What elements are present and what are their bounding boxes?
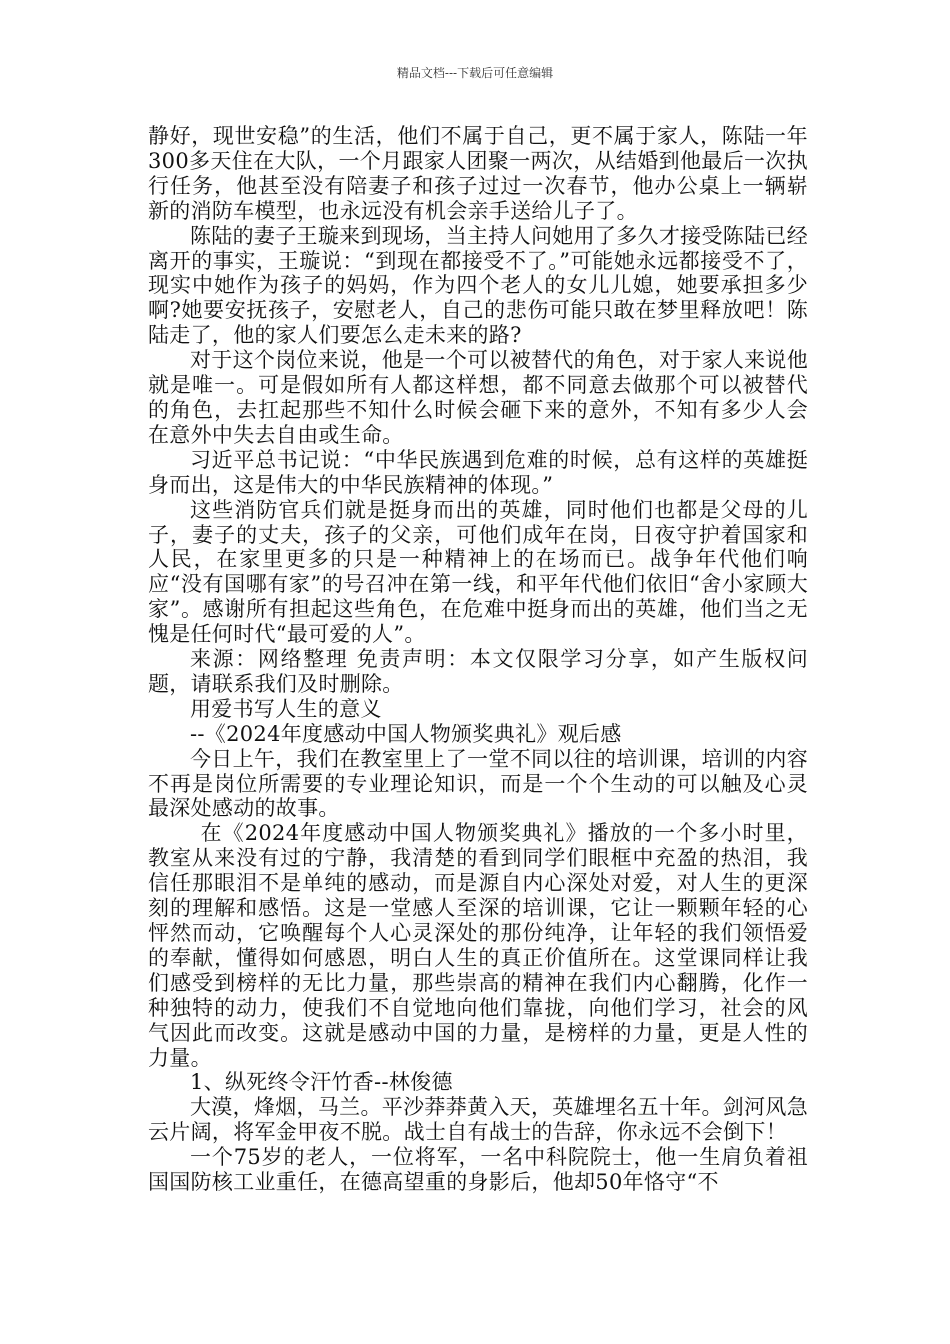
document-body	[148, 124, 808, 1195]
paragraph-role: 对于这个岗位来说，他是一个可以被替代的角色，对于家人来说他就是唯一。可是假如所有人都这样想，都不同意去做那个可以被替代的角色，去扛起那些不知什么时候会砸下来的意外，不知有多少人会在意外中失去自由或生命。	[148, 348, 808, 447]
page-header: 精品文档---下载后可任意编辑	[396, 66, 554, 80]
paragraph-wife: 陈陆的妻子王璇来到现场，当主持人问她用了多久才接受陈陆已经离开的事实，王璇说：“到现在都接受不了。”可能她永远都接受不了，现实中她作为孩子的妈妈，作为四个老人的女儿儿媳，她要承担多少啊?她要安抚孩子，安慰老人，自己的悲伤可能只敢在梦里释放吧！陈陆走了，他的家人们要怎么走未来的路?	[148, 223, 808, 348]
section-heading-lin-junde: 1、纵死终令汗竹香--林俊德	[190, 1070, 453, 1095]
article-title: 用爱书写人生的意义	[190, 696, 382, 721]
paragraph-heroes: 这些消防官兵们就是挺身而出的英雄，同时他们也都是父母的儿子，妻子的丈夫，孩子的父亲，可他们成年在岗，日夜守护着国家和人民，在家里更多的只是一种精神上的在场而已。战争年代他们响应“没有国哪有家”的号召冲在第一线，和平年代他们依旧“舍小家顾大家”。感谢所有担起这些角色，在危难中挺身而出的英雄，他们当之无愧是任何时代“最可爱的人”。	[148, 497, 808, 647]
paragraph-continuation: 静好，现世安稳”的生活，他们不属于自己，更不属于家人，陈陆一年300多天住在大队，一个月跟家人团聚一两次，从结婚到他最后一次执行任务，他甚至没有陪妻子和孩子过过一次春节，他办公桌上一辆崭新的消防车模型，也永远没有机会亲手送给儿子了。	[148, 124, 808, 223]
paragraph-general: 一个75岁的老人，一位将军，一名中科院院士，他一生肩负着祖国国防核工业重任，在德高望重的身影后，他却50年恪守“不	[148, 1145, 808, 1195]
paragraph-ceremony: 在《2024年度感动中国人物颁奖典礼》播放的一个多小时里，教室从来没有过的宁静，我清楚的看到同学们眼框中充盈的热泪，我信任那眼泪不是单纯的感动，而是源自内心深处对爱，对人生的更深刻的理解和感悟。这是一堂感人至深的培训课，它让一颗颗年轻的心怦然而动，它唤醒每个人心灵深处的那份纯净，让年轻的我们领悟爱的奉献，懂得如何感恩，明白人生的真正价值所在。这堂课同样让我们感受到榜样的无比力量，那些崇高的精神在我们内心翻腾，化作一种独特的动力，使我们不自觉地向他们靠拢，向他们学习，社会的风气因此而改变。这就是感动中国的力量，是榜样的力量，更是人性的力量。	[148, 821, 808, 1070]
article-subtitle: --《2024年度感动中国人物颁奖典礼》观后感	[190, 721, 622, 746]
paragraph-source-disclaimer: 来源：网络整理 免责声明：本文仅限学习分享，如产生版权问题，请联系我们及时删除。	[148, 647, 808, 696]
paragraph-intro: 今日上午，我们在教室里上了一堂不同以往的培训课，培训的内容不再是岗位所需要的专业理论知识，而是一个个生动的可以触及心灵最深处感动的故事。	[148, 746, 808, 821]
paragraph-quote: 习近平总书记说：“中华民族遇到危难的时候，总有这样的英雄挺身而出，这是伟大的中华民族精神的体现。”	[148, 447, 808, 497]
paragraph-desert: 大漠，烽烟，马兰。平沙莽莽黄入天，英雄埋名五十年。剑河风急云片阔，将军金甲夜不脱。战士自有战士的告辞，你永远不会倒下！	[148, 1095, 808, 1145]
